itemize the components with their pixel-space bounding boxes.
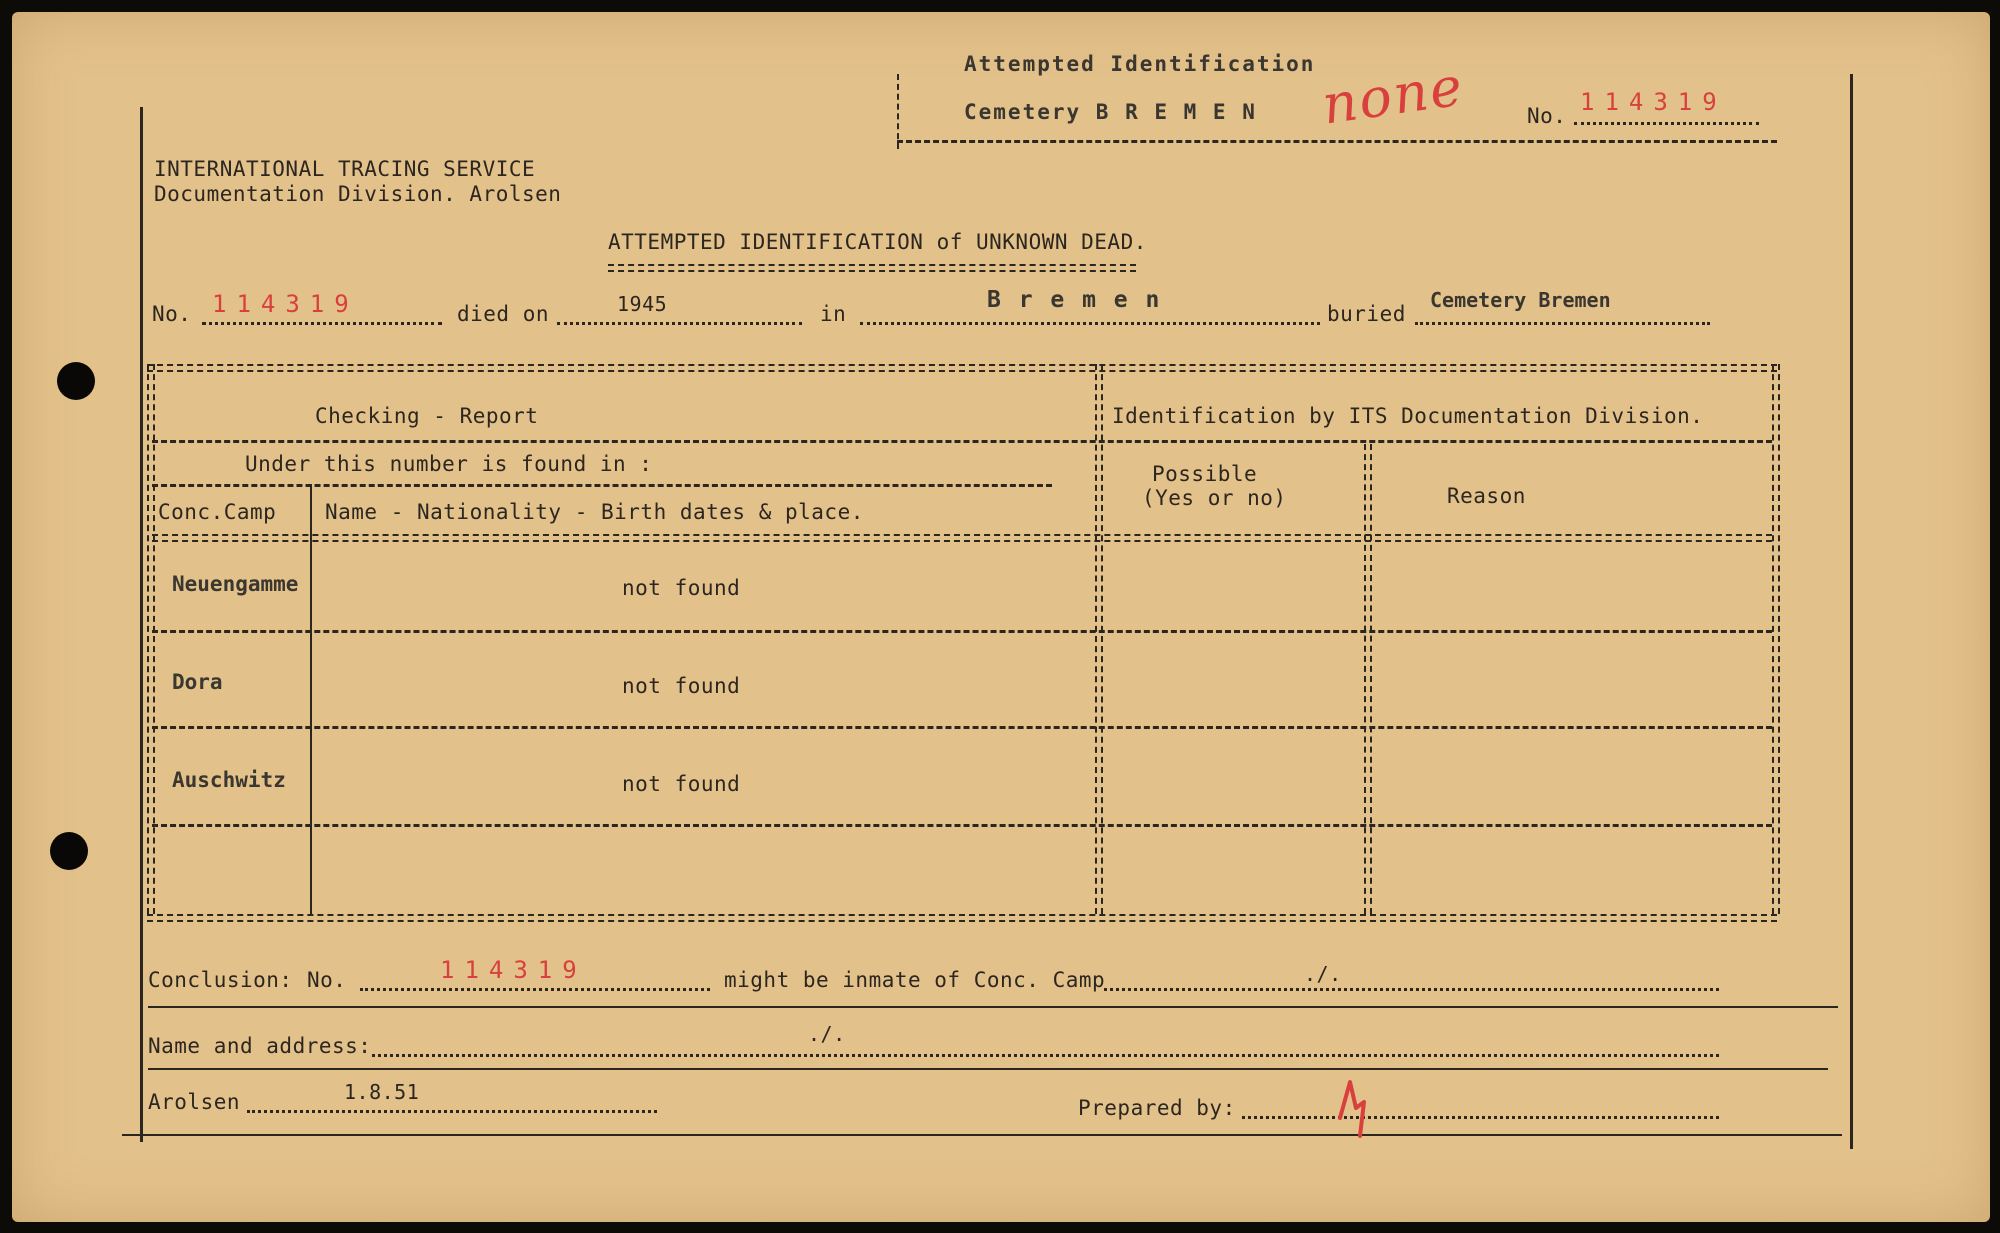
column-header-possible-line1: Possible bbox=[1152, 462, 1258, 486]
column-header-reason: Reason bbox=[1447, 484, 1526, 508]
conclusion-label: Conclusion: bbox=[148, 968, 293, 992]
table-camp-divider bbox=[310, 484, 312, 914]
red-handwritten-note: none bbox=[1318, 54, 1468, 137]
row-2-result: not found bbox=[622, 674, 741, 698]
punch-hole-top bbox=[57, 362, 95, 400]
conclusion-might-label: might be inmate of Conc. Camp bbox=[724, 968, 1106, 992]
frame-right-line bbox=[1850, 74, 1853, 1149]
conclusion-camp-dots bbox=[1104, 988, 1719, 991]
table-reason-divider bbox=[1364, 444, 1366, 914]
conclusion-no-dots bbox=[360, 988, 710, 991]
record-buried-label: buried bbox=[1327, 302, 1406, 326]
form-title-underline bbox=[608, 264, 1136, 266]
conclusion-no-value: 114319 bbox=[440, 956, 587, 984]
table-header-rule bbox=[152, 440, 1772, 443]
footer-prepared-dots bbox=[1242, 1116, 1719, 1119]
row-3-result: not found bbox=[622, 772, 741, 796]
row-3-camp: Auschwitz bbox=[172, 768, 286, 792]
red-signature-mark bbox=[1334, 1074, 1374, 1140]
table-found-in-label: Under this number is found in : bbox=[245, 452, 653, 476]
stamp-box-bottom-line bbox=[897, 140, 1777, 143]
footer-date-dots bbox=[247, 1110, 657, 1113]
record-in-value: B r e m e n bbox=[987, 287, 1162, 313]
table-right-border bbox=[1772, 364, 1774, 914]
stamp-cemetery: Cemetery B R E M E N bbox=[964, 100, 1257, 124]
org-line-1: INTERNATIONAL TRACING SERVICE bbox=[154, 157, 536, 181]
table-row-rule-1 bbox=[152, 630, 1772, 633]
frame-left-line bbox=[140, 107, 143, 1142]
frame-bottom-line bbox=[122, 1134, 1842, 1136]
record-died-label: died on bbox=[457, 302, 550, 326]
org-line-2: Documentation Division. Arolsen bbox=[154, 182, 562, 206]
conclusion-rule bbox=[148, 1006, 1838, 1008]
header-no-value: 114319 bbox=[1580, 88, 1727, 116]
footer-prepared-label: Prepared by: bbox=[1078, 1096, 1236, 1120]
punch-hole-bottom bbox=[50, 832, 88, 870]
record-died-dots bbox=[557, 322, 802, 325]
table-center-divider bbox=[1095, 364, 1097, 914]
row-2-camp: Dora bbox=[172, 670, 223, 694]
document-card bbox=[12, 12, 1990, 1222]
name-address-dots bbox=[372, 1054, 1719, 1057]
record-no-dots bbox=[202, 322, 442, 325]
table-bottom-border bbox=[147, 914, 1777, 916]
row-1-result: not found bbox=[622, 576, 741, 600]
conclusion-camp-value: ./. bbox=[1304, 962, 1342, 986]
record-died-value: 1945 bbox=[617, 292, 668, 316]
record-in-dots bbox=[860, 322, 1320, 325]
record-no-value: 114319 bbox=[212, 290, 359, 318]
record-buried-dots bbox=[1415, 322, 1710, 325]
conclusion-no-label: No. bbox=[307, 968, 347, 992]
table-row-rule-3 bbox=[152, 824, 1772, 827]
footer-date-value: 1.8.51 bbox=[344, 1080, 420, 1104]
table-row-rule-2 bbox=[152, 726, 1772, 729]
name-address-value: ./. bbox=[808, 1022, 846, 1046]
table-found-rule bbox=[152, 484, 1052, 487]
form-title: ATTEMPTED IDENTIFICATION of UNKNOWN DEAD. bbox=[608, 230, 1147, 254]
name-address-rule bbox=[148, 1068, 1828, 1070]
header-no-dots bbox=[1574, 122, 1759, 125]
column-header-name: Name - Nationality - Birth dates & place. bbox=[325, 500, 864, 524]
footer-place-label: Arolsen bbox=[148, 1090, 241, 1114]
record-in-label: in bbox=[820, 302, 847, 326]
stamp-box-left-line bbox=[897, 74, 899, 149]
column-header-possible-line2: (Yes or no) bbox=[1142, 486, 1287, 510]
table-left-header: Checking - Report bbox=[315, 404, 539, 428]
column-header-camp: Conc.Camp bbox=[158, 500, 277, 524]
row-1-camp: Neuengamme bbox=[172, 572, 299, 596]
table-left-border bbox=[147, 364, 149, 914]
record-no-label: No. bbox=[152, 302, 192, 326]
header-no-label: No. bbox=[1527, 104, 1567, 128]
table-top-border bbox=[147, 364, 1777, 366]
name-address-label: Name and address: bbox=[148, 1034, 372, 1058]
stamp-title: Attempted Identification bbox=[964, 52, 1316, 76]
table-right-header: Identification by ITS Documentation Division. bbox=[1112, 404, 1704, 428]
record-buried-value: Cemetery Bremen bbox=[1430, 288, 1611, 312]
table-columns-rule bbox=[152, 534, 1772, 536]
